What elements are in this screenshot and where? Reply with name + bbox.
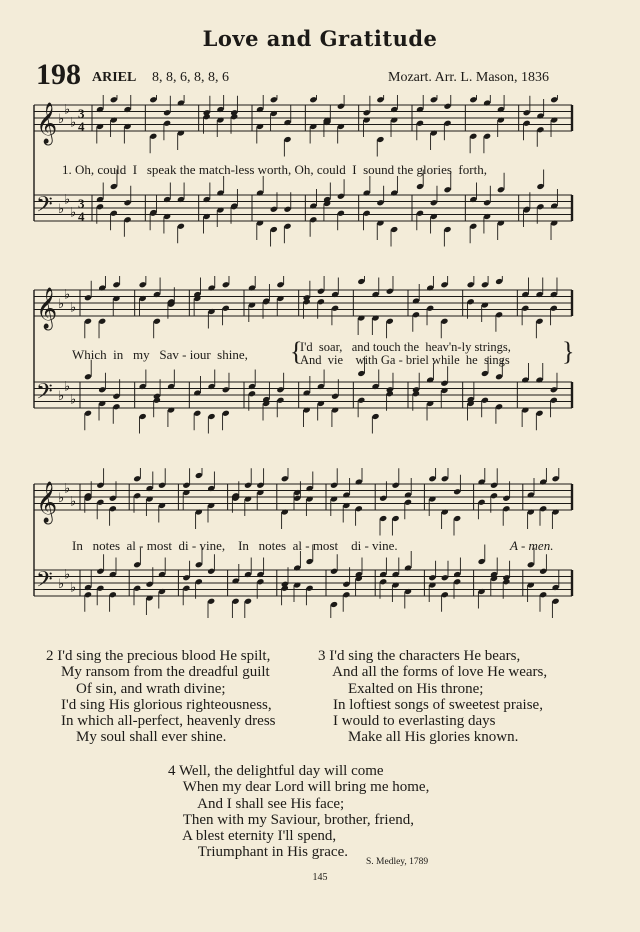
lyric-line-1: 1. Oh, could I speak the match-less worth, Oh, could I sound the glories forth, [62,162,487,177]
svg-text:♭: ♭ [58,389,65,404]
svg-text:4: 4 [78,209,85,224]
svg-text:𝄞: 𝄞 [36,103,58,144]
svg-text:♭: ♭ [70,494,77,510]
brace-right: } [562,337,575,366]
svg-text:3: 3 [78,106,85,121]
svg-text:♭: ♭ [64,379,71,395]
verse-line: 3 I'd sing the characters He bears, [318,648,521,664]
svg-text:♭: ♭ [64,192,71,208]
verse-line: 4 Well, the delightful day will come [168,763,384,779]
verse-line: Of sin, and wrath divine; [46,680,226,697]
svg-text:♭: ♭ [58,491,65,506]
verse-line: I'd sing His glorious righteousness, [46,696,272,713]
verse-line: A blest eternity I'll spend, [168,828,337,845]
verse-line: My soul shall ever shine. [46,729,227,746]
svg-text:♭: ♭ [70,300,77,316]
verse-2 [46,648,276,746]
staff-bass [34,357,572,434]
composer-credit: Mozart. Arr. L. Mason, 1836 [388,70,549,85]
staff-treble [34,276,572,338]
verse-line: And I shall see His face; [168,795,345,812]
svg-text:𝄢: 𝄢 [36,192,53,223]
text-author: S. Medley, 1789 [366,857,429,867]
svg-text:♭: ♭ [58,112,65,127]
lyric-line-2: Which in my Sav - iour shine, [72,347,248,362]
hymn-number: 198 [36,58,81,91]
svg-text:𝄞: 𝄞 [36,288,58,329]
staff-bass [34,170,572,247]
svg-text:♭: ♭ [64,287,71,303]
brace-left: { [290,337,303,366]
svg-text:♭: ♭ [58,577,65,592]
svg-text:3: 3 [78,196,85,211]
lyric-line-3: In notes al - most di - vine, In notes al - most di - vine. [72,538,398,553]
verse-line: Exalted on His throne; [318,680,484,697]
svg-text:𝄢: 𝄢 [36,379,53,410]
verse-line: And all the forms of love He wears, [318,664,548,681]
verse-line: Triumphant in His grace. [168,844,348,861]
svg-text:♭: ♭ [64,481,71,497]
verse-line: When my dear Lord will bring me home, [168,779,430,796]
verse-line: In which all-perfect, heavenly dress [46,713,276,730]
staff-treble [34,468,572,536]
svg-text:♭: ♭ [58,297,65,312]
verse-line: Make all His glories known. [318,729,519,746]
staff-bass [34,545,572,619]
page-number: 145 [312,872,328,883]
verse-line: In loftiest songs of sweetest praise, [318,696,543,713]
verse-line: Then with my Saviour, brother, friend, [168,811,414,828]
verse-line: 2 I'd sing the precious blood He spilt, [46,648,271,664]
page-title: Love and Gratitude [202,26,438,51]
svg-text:♭: ♭ [70,392,77,408]
verse-line: My ransom from the dreadful guilt [46,664,270,681]
svg-text:𝄞: 𝄞 [36,482,58,523]
amen: A - men. [510,538,554,553]
verse-line: I would to everlasting days [318,713,496,730]
verse-4 [168,763,429,861]
staff-treble [34,95,572,157]
lyric-line-2-lower: And vie with Ga - briel while he sings [300,353,510,367]
svg-text:♭: ♭ [64,102,71,118]
tune-name: ARIEL [92,70,137,85]
svg-text:♭: ♭ [58,202,65,217]
svg-text:♭: ♭ [64,567,71,583]
svg-text:♭: ♭ [70,115,77,131]
svg-text:♭: ♭ [70,580,77,596]
verse-3 [318,648,547,746]
lyric-line-2-upper: I'd soar, and touch the heav'n-ly strings, [300,340,511,354]
meter: 8, 8, 6, 8, 8, 6 [152,70,229,85]
svg-text:♭: ♭ [70,205,77,221]
svg-text:4: 4 [78,119,85,134]
svg-text:𝄢: 𝄢 [36,567,53,598]
